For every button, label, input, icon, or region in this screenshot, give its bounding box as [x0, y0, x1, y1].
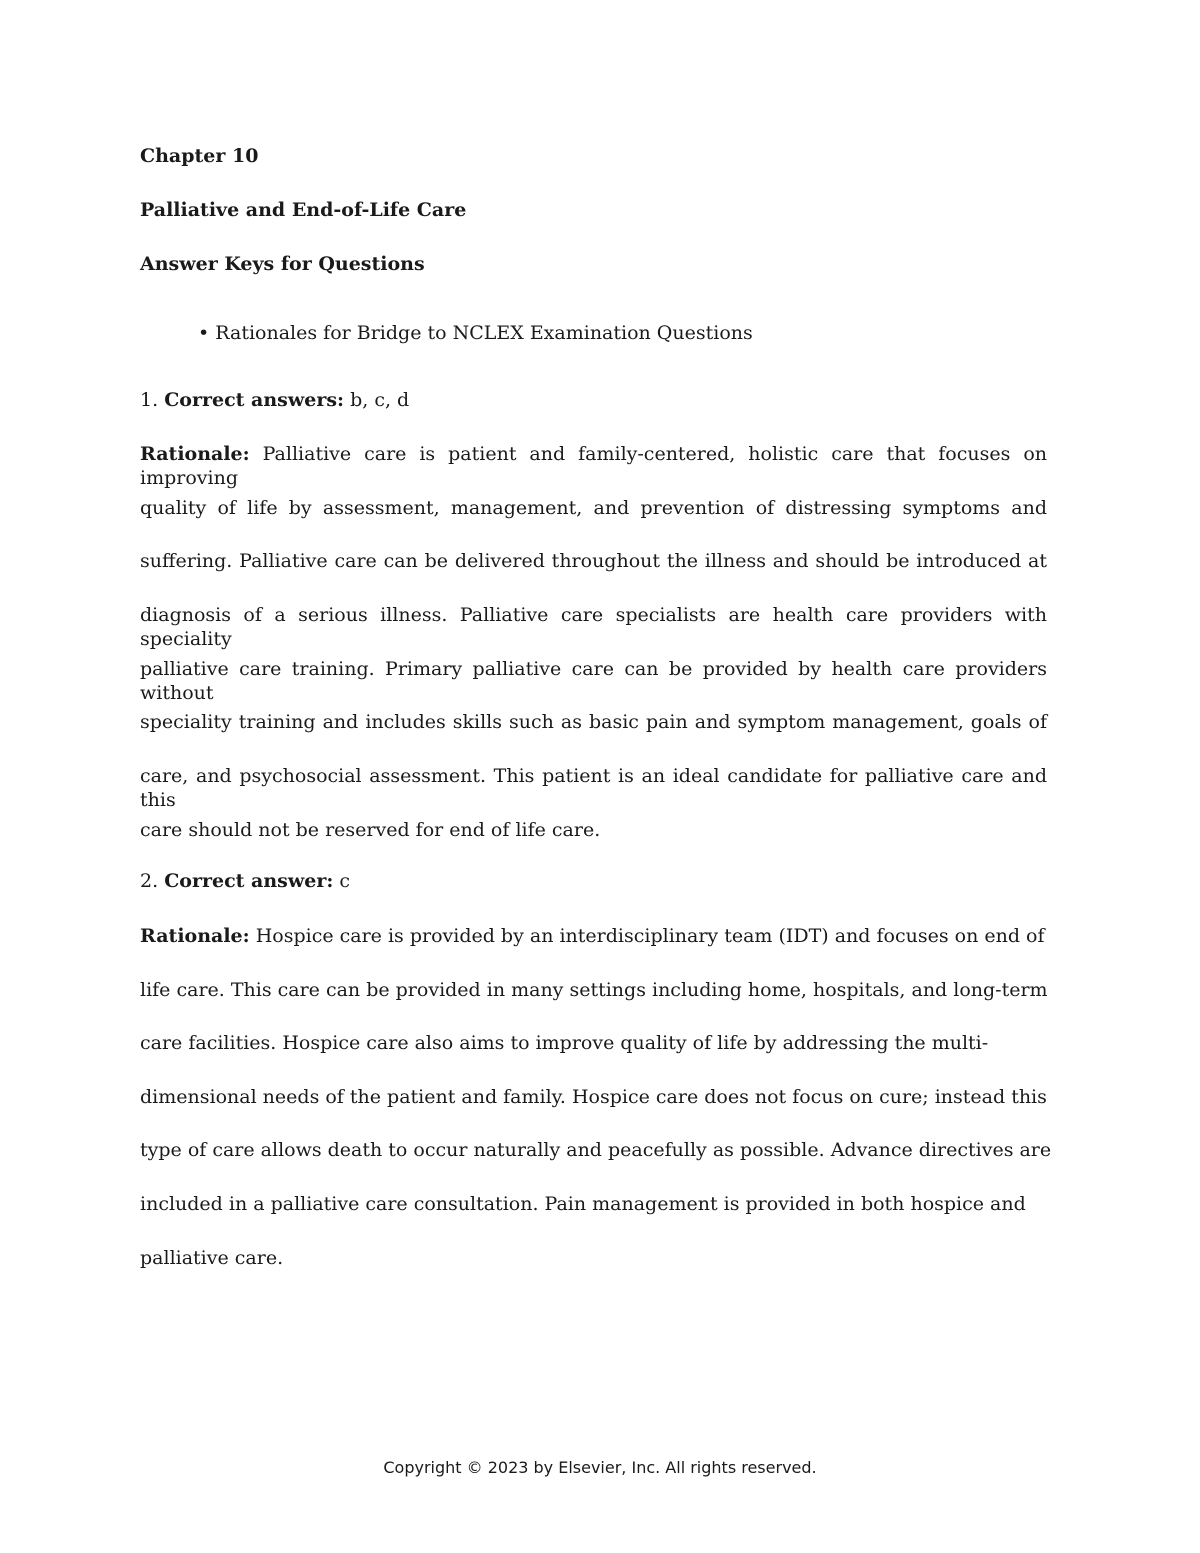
section-heading-text: Rationales for Bridge to NCLEX Examination Questions — [215, 322, 753, 344]
q2-answer-label: Correct answer: — [164, 870, 334, 892]
q2-number: 2. — [140, 870, 159, 892]
bullet-glyph: • — [198, 322, 210, 344]
q2-rationale-text: Hospice care is provided by an interdisciplinary team (IDT) and focuses on end of — [255, 925, 1045, 947]
copyright-footer: Copyright © 2023 by Elsevier, Inc. All rights reserved. — [383, 1458, 817, 1477]
q1-rationale-line: palliative care training. Primary palliative care can be provided by health care providers without — [140, 658, 1047, 704]
section-heading — [198, 321, 753, 345]
q1-rationale-line: suffering. Palliative care can be delivered throughout the illness and should be introduced at — [140, 550, 1047, 572]
q2-rationale-line: included in a palliative care consultation. Pain management is provided in both hospice and — [140, 1193, 1026, 1215]
q1-number: 1. — [140, 389, 159, 411]
q1-answer-line — [140, 388, 409, 412]
q2-rationale-line: life care. This care can be provided in many settings including home, hospitals, and long-term — [140, 979, 1048, 1001]
q1-rationale-line — [140, 442, 1047, 490]
chapter-number: Chapter 10 — [140, 145, 259, 167]
q2-rationale-line: dimensional needs of the patient and family. Hospice care does not focus on cure; instead this — [140, 1086, 1047, 1108]
chapter-title: Palliative and End-of-Life Care — [140, 199, 467, 221]
q2-rationale-line: care facilities. Hospice care also aims to improve quality of life by addressing the multi- — [140, 1032, 989, 1054]
q2-answer-value: c — [339, 870, 351, 892]
q1-rationale-label: Rationale: — [140, 443, 250, 465]
q1-answer-label: Correct answers: — [164, 389, 345, 411]
q1-rationale-line: care should not be reserved for end of life care. — [140, 819, 601, 841]
q2-rationale-line — [140, 924, 1045, 948]
q1-rationale-line: care, and psychosocial assessment. This patient is an ideal candidate for palliative care and this — [140, 765, 1047, 811]
q1-rationale-line: diagnosis of a serious illness. Palliative care specialists are health care providers with speciality — [140, 604, 1047, 650]
q2-answer-line — [140, 869, 350, 893]
q1-rationale-line: quality of life by assessment, management, and prevention of distressing symptoms and — [140, 497, 1047, 519]
q1-rationale-text: Palliative care is patient and family-centered, holistic care that focuses on improving — [140, 443, 1047, 489]
q1-answer-value: b, c, d — [350, 389, 410, 411]
q2-rationale-line: type of care allows death to occur naturally and peacefully as possible. Advance directives are — [140, 1139, 1052, 1161]
section-subtitle: Answer Keys for Questions — [140, 253, 425, 275]
q2-rationale-label: Rationale: — [140, 925, 250, 947]
q1-rationale-line: speciality training and includes skills such as basic pain and symptom management, goals of — [140, 711, 1047, 733]
q2-rationale-line: palliative care. — [140, 1247, 284, 1269]
